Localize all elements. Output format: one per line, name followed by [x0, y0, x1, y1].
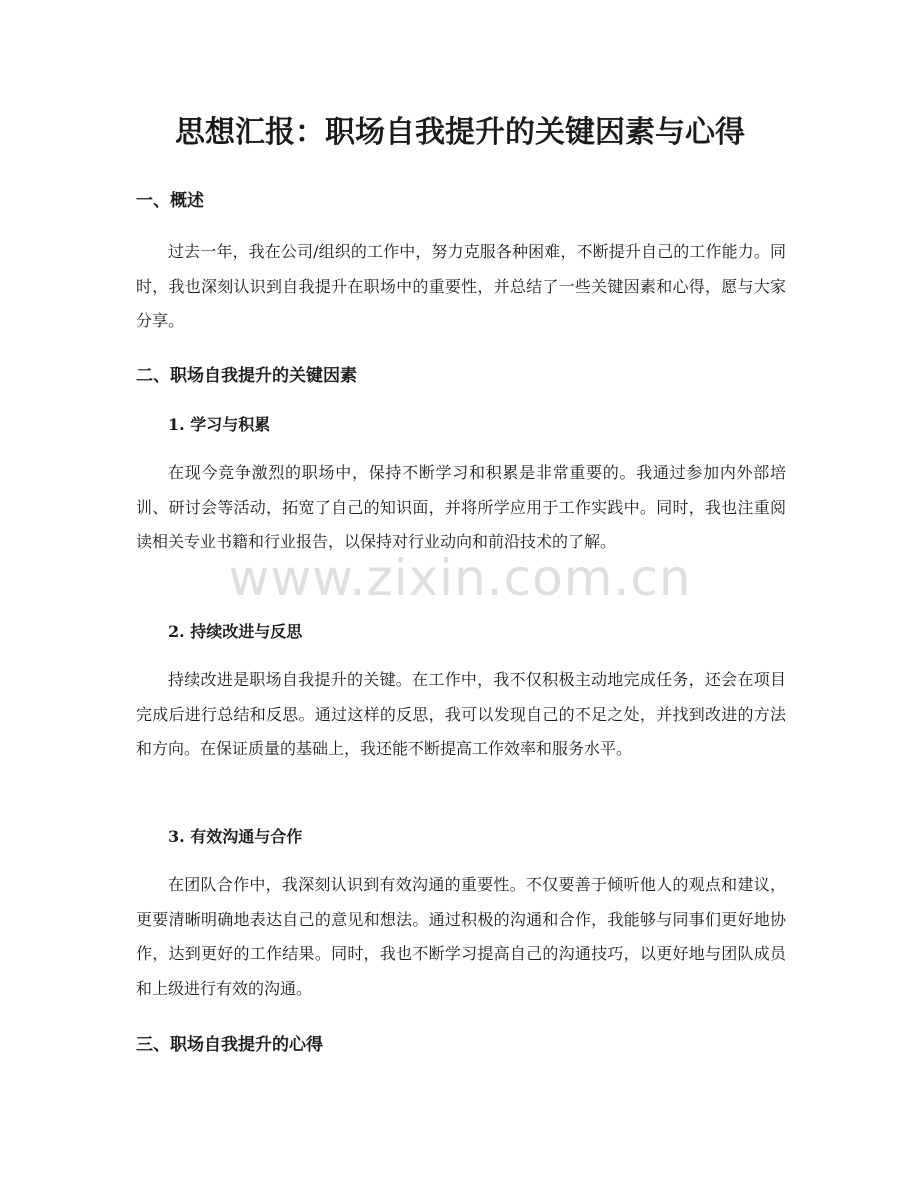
subheading-learning: 1. 学习与积累: [168, 415, 271, 434]
communication-paragraph: 在团队合作中，我深刻认识到有效沟通的重要性。不仅要善于倾听他人的观点和建议，更要清晰明确地表达自己的意见和想法。通过积极的沟通和合作，我能够与同事们更好地协作，达到更好的工作结果。同时，我也不断学习提高自己的沟通技巧，以更好地与团队成员和上级进行有效的沟通。: [136, 875, 786, 998]
document-title: 思想汇报：职场自我提升的关键因素与心得: [175, 115, 745, 150]
improvement-paragraph: 持续改进是职场自我提升的关键。在工作中，我不仅积极主动地完成任务，还会在项目完成后进行总结和反思。通过这样的反思，我可以发现自己的不足之处，并找到改进的方法和方向。在保证质量的基础上，我还能不断提高工作效率和服务水平。: [136, 670, 786, 758]
subheading-communication: 3. 有效沟通与合作: [168, 827, 303, 846]
learning-paragraph: 在现今竞争激烈的职场中，保持不断学习和积累是非常重要的。我通过参加内外部培训、研讨会等活动，拓宽了自己的知识面，并将所学应用于工作实践中。同时，我也注重阅读相关专业书籍和行业报告，以保持对行业动向和前沿技术的了解。: [136, 463, 786, 551]
section-heading-overview: 一、概述: [136, 191, 204, 211]
section-heading-key-factors: 二、职场自我提升的关键因素: [136, 366, 357, 386]
watermark-text: www.zixin.com.cn: [228, 549, 692, 607]
overview-paragraph: 过去一年，我在公司/组织的工作中，努力克服各种困难，不断提升自己的工作能力。同时，我也深刻认识到自我提升在职场中的重要性，并总结了一些关键因素和心得，愿与大家分享。: [136, 242, 786, 330]
subheading-improvement: 2. 持续改进与反思: [168, 622, 303, 641]
section-heading-insights: 三、职场自我提升的心得: [136, 1035, 323, 1055]
